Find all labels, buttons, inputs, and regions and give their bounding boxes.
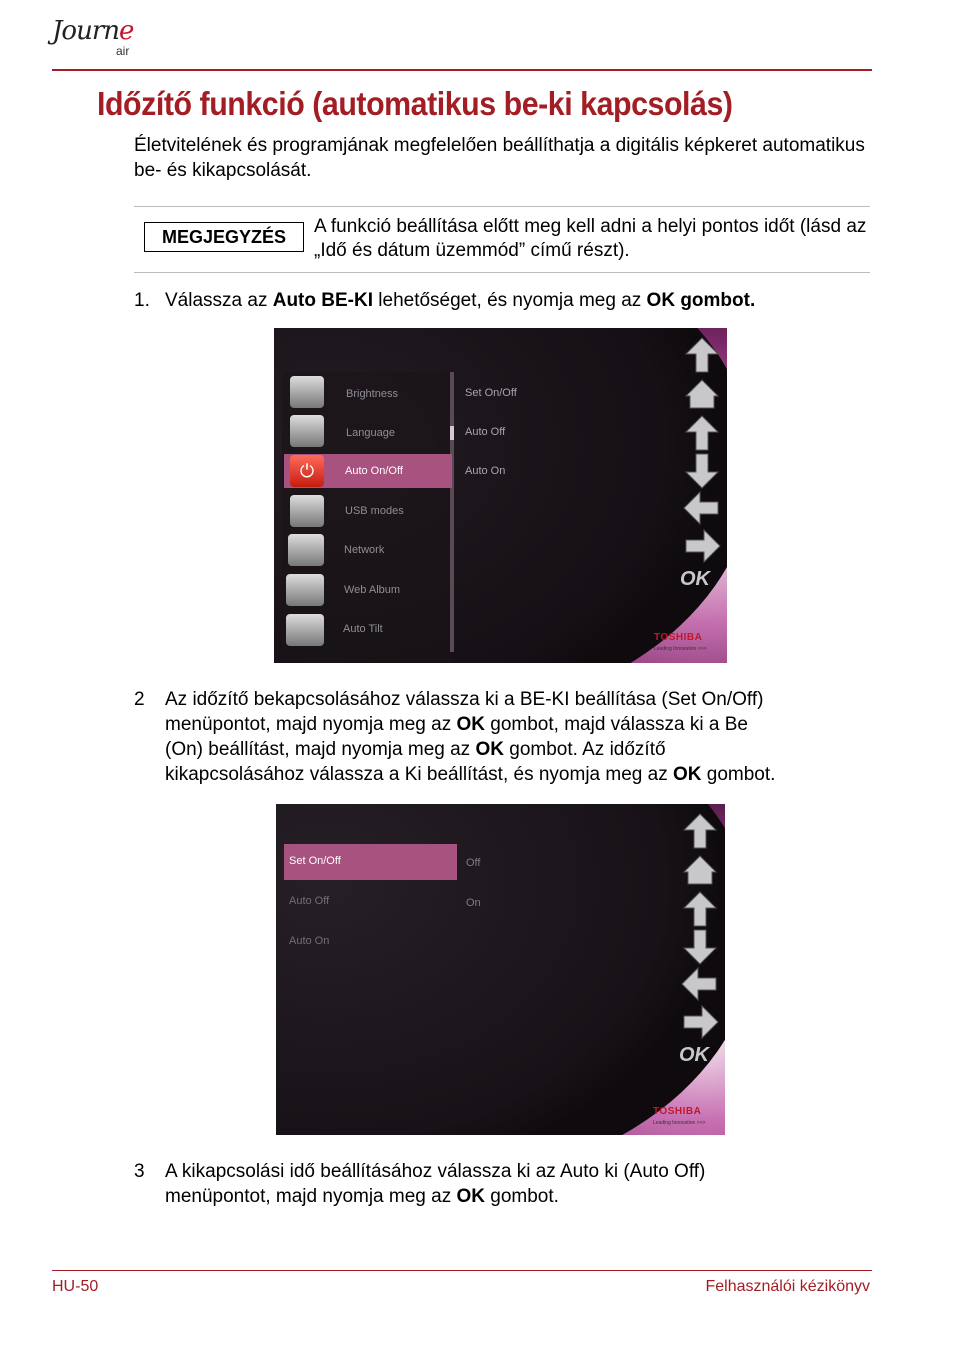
manual-name: Felhasználói kézikönyv	[705, 1278, 870, 1295]
toshiba-brand: TOSHIBA	[653, 1106, 702, 1117]
home-icon[interactable]	[686, 380, 718, 408]
submenu-auto-off[interactable]: Auto Off	[465, 426, 506, 438]
header-rule	[52, 69, 872, 71]
auto-tilt-icon	[286, 614, 324, 646]
footer-rule	[52, 1270, 872, 1271]
menu-item-language[interactable]: Language	[346, 427, 395, 439]
logo-sub: air	[116, 44, 130, 58]
step-number: 2	[134, 689, 145, 710]
arrow-up-icon[interactable]	[686, 416, 718, 450]
menu-item-brightness[interactable]: Brightness	[346, 388, 398, 400]
logo-script: Journe	[52, 16, 134, 46]
step-text: Válassza az Auto BE-KI lehetőséget, és nyomja meg az OK gombot.	[165, 290, 756, 311]
note-text: A funkció beállítása előtt meg kell adni a helyi pontos időt (lásd az „Idő és dátum üzemmód” című részt).	[314, 216, 867, 261]
arrow-left-icon[interactable]	[684, 492, 718, 524]
arrow-right-icon[interactable]	[686, 530, 720, 562]
network-icon	[288, 534, 324, 566]
menu-item-network[interactable]: Network	[344, 544, 385, 556]
usb-icon	[290, 495, 324, 527]
step-text: Az időzítő bekapcsolásához válassza ki a BE-KI beállítása (Set On/Off) menüpontot, majd nyomja meg az OK gombot, majd válassza ki a Be (On) beállítást, majd nyomja meg az OK gombot. Az időzítő kikapcsolásához válassza a Ki beállítást, és nyomja meg az OK gombot.	[165, 689, 776, 785]
arrow-right-icon[interactable]	[684, 1006, 718, 1038]
globe-icon	[290, 415, 324, 447]
menu-item-web-album[interactable]: Web Album	[344, 584, 401, 596]
page-title: Időzítő funkció (automatikus be-ki kapcsolás)	[97, 85, 733, 122]
arrow-left-icon[interactable]	[682, 968, 716, 1000]
menu-item-usb-modes[interactable]: USB modes	[345, 505, 404, 517]
intro-paragraph: Életvitelének és programjának megfelelően beállíthatja a digitális képkeret automatikus be- és kikapcsolását.	[134, 135, 865, 181]
submenu-auto-on[interactable]: Auto On	[465, 465, 506, 477]
brightness-icon	[290, 376, 324, 408]
brand-tagline: Leading Innovation >>>	[654, 646, 707, 652]
journe-air-logo	[52, 14, 142, 64]
screenshot-auto-on-off-menu	[276, 804, 725, 1135]
submenu-set-on-off[interactable]: Set On/Off	[465, 387, 517, 399]
step-text: A kikapcsolási idő beállításához válassza ki az Auto ki (Auto Off) menüpontot, majd nyomja meg az OK gombot.	[165, 1161, 706, 1207]
ok-button[interactable]: OK	[680, 568, 710, 590]
brand-tagline: Leading Innovation >>>	[653, 1120, 706, 1126]
screenshot-settings-menu	[274, 328, 727, 663]
home-icon[interactable]	[684, 856, 716, 884]
note-label: MEGJEGYZÉS	[144, 222, 304, 252]
arrow-up-icon[interactable]	[684, 892, 716, 926]
option-off[interactable]: Off	[466, 857, 481, 869]
note-box	[134, 206, 870, 273]
menu-item-auto-on-off[interactable]: Auto On/Off	[345, 465, 403, 477]
web-album-icon	[286, 574, 324, 606]
toshiba-brand: TOSHIBA	[654, 632, 703, 643]
back-icon[interactable]	[684, 814, 716, 848]
ok-button[interactable]: OK	[679, 1044, 709, 1066]
page-number: HU-50	[52, 1278, 99, 1295]
menu-item-auto-tilt[interactable]: Auto Tilt	[343, 623, 383, 635]
menu-item-set-on-off[interactable]: Set On/Off	[289, 855, 341, 867]
step-number: 1.	[134, 290, 150, 311]
arrow-down-icon[interactable]	[684, 930, 716, 964]
nav-buttons	[680, 334, 726, 594]
arrow-down-icon[interactable]	[686, 454, 718, 488]
power-icon: ⏻	[290, 455, 324, 487]
back-icon[interactable]	[686, 338, 718, 372]
step-number: 3	[134, 1161, 145, 1182]
screen-background	[276, 804, 725, 1135]
nav-buttons	[678, 810, 724, 1070]
option-on[interactable]: On	[466, 897, 481, 909]
screen-background	[274, 328, 727, 663]
menu-item-auto-on[interactable]: Auto On	[289, 935, 330, 947]
menu-item-auto-off[interactable]: Auto Off	[289, 895, 330, 907]
